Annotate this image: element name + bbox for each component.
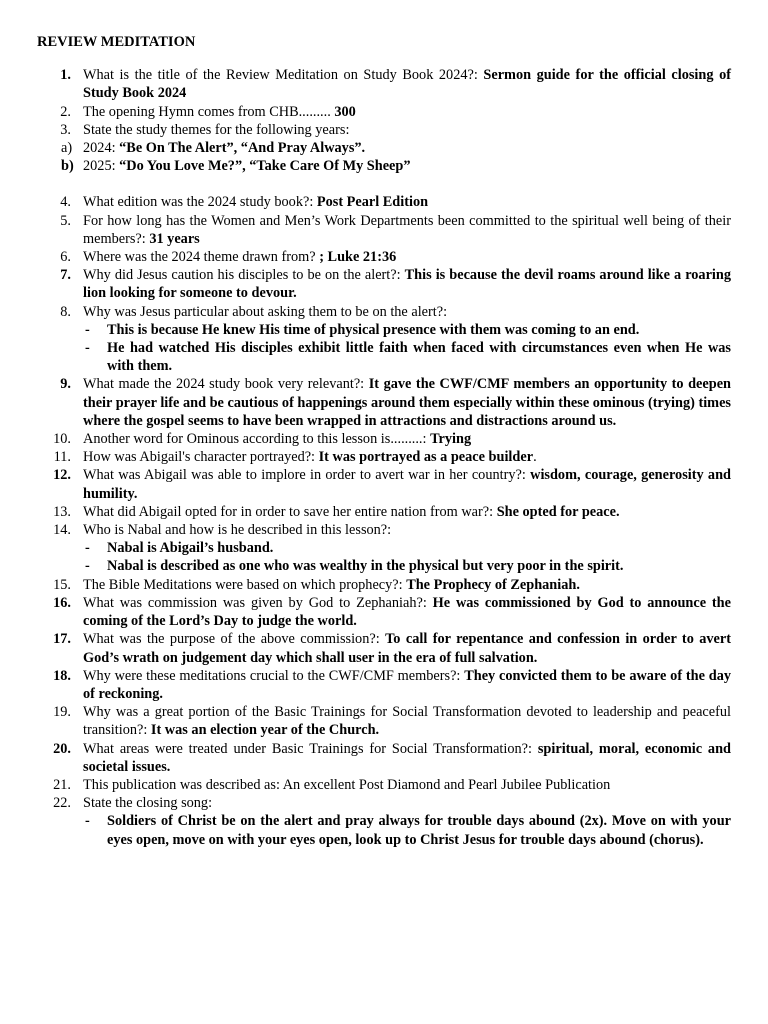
question-text: What edition was the 2024 study book?: — [83, 194, 317, 211]
question-number: 9. — [60, 376, 71, 393]
theme-text: “Be On The Alert”, “And Pray Always”. — [119, 140, 366, 157]
bullet-text: This is because He knew His time of physical presence with them was coming to an end. — [107, 321, 640, 338]
bullet-text: He had watched His disciples exhibit little faith when faced with circumstances even when He was with them. — [107, 340, 731, 375]
bullet-list — [83, 539, 731, 575]
question-4 — [37, 193, 731, 211]
question-text: State the study themes for the following years: — [83, 121, 350, 138]
theme-text: “Do You Love Me?”, “Take Care Of My Sheep” — [119, 158, 411, 175]
bullet-item — [83, 557, 731, 575]
question-21 — [37, 776, 731, 794]
bullet-list — [83, 321, 731, 376]
question-text: What did Abigail opted for in order to save her entire nation from war?: — [83, 503, 497, 520]
question-text: The Bible Meditations were based on which prophecy?: — [83, 576, 407, 593]
question-20 — [37, 740, 731, 776]
bullet-dash: - — [85, 813, 90, 830]
question-text: What made the 2024 study book very relevant?: — [83, 376, 369, 393]
question-text: What areas were treated under Basic Trainings for Social Transformation?: — [83, 740, 538, 757]
bullet-dash: - — [85, 321, 90, 338]
question-number: 2. — [60, 103, 71, 120]
question-number: 11. — [53, 449, 71, 466]
question-list — [37, 66, 731, 849]
question-number: 4. — [60, 194, 71, 211]
question-11 — [37, 448, 731, 466]
question-1 — [37, 66, 731, 102]
question-text: Why did Jesus caution his disciples to be on the alert?: — [83, 267, 405, 284]
question-number: 16. — [53, 594, 71, 611]
answer-text: 31 years — [149, 230, 200, 247]
question-19 — [37, 703, 731, 739]
answer-text: It gave the CWF/CMF members an opportunity to deepen their prayer life and be cautious of happenings around them especially within these ominous (trying) times where the gospel seems to have been wrapped in attractions and distractions around us. — [83, 376, 731, 429]
bullet-text: Soldiers of Christ be on the alert and pray always for trouble days abound (2x). Move on with your eyes open, move on with your eyes open, look up to Christ Jesus for trouble days abound (chorus). — [107, 813, 731, 848]
bullet-item — [83, 339, 731, 375]
answer-text: This is because the devil roams around like a roaring lion looking for someone to devour. — [83, 267, 731, 302]
question-9 — [37, 375, 731, 430]
question-22 — [37, 794, 731, 849]
theme-item — [37, 139, 731, 157]
item-letter: a) — [61, 140, 73, 157]
answer-text: Sermon guide for the official closing of Study Book 2024 — [83, 67, 731, 102]
bullet-dash: - — [85, 540, 90, 557]
answer-text: It was an election year of the Church. — [150, 722, 380, 739]
question-number: 5. — [60, 212, 71, 229]
question-text: Who is Nabal and how is he described in this lesson?: — [83, 522, 392, 539]
question-number: 17. — [53, 631, 71, 648]
question-text: Why were these meditations crucial to the CWF/CMF members?: — [83, 667, 465, 684]
question-number: 10. — [53, 431, 71, 448]
question-number: 22. — [53, 795, 71, 812]
theme-list — [37, 139, 731, 175]
bullet-item — [83, 539, 731, 557]
question-number: 14. — [53, 522, 71, 539]
question-6 — [37, 248, 731, 266]
theme-year: 2024: — [83, 140, 120, 157]
question-text: What was commission was given by God to Zephaniah?: — [83, 594, 433, 611]
question-text: How was Abigail's character portrayed?: — [83, 449, 319, 466]
trailing-period: . — [533, 449, 537, 466]
blank-line — [37, 175, 731, 193]
question-text: State the closing song: — [83, 795, 213, 812]
question-text: Where was the 2024 theme drawn from? — [83, 249, 320, 266]
question-16 — [37, 594, 731, 630]
question-7 — [37, 266, 731, 302]
question-text: The opening Hymn comes from CHB......... — [83, 103, 335, 120]
question-text: What was Abigail was able to implore in order to avert war in her country?: — [83, 467, 531, 484]
question-number: 13. — [53, 503, 71, 520]
question-number: 21. — [53, 776, 71, 793]
answer-text: Post Pearl Edition — [316, 194, 429, 211]
bullet-dash: - — [85, 340, 90, 357]
answer-text: wisdom, courage, generosity and humility. — [83, 467, 731, 502]
question-13 — [37, 503, 731, 521]
answer-text: To call for repentance and confession in order to avert God’s wrath on judgement day which shall user in the era of full salvation. — [83, 631, 731, 666]
answer-text: The Prophecy of Zephaniah. — [406, 576, 580, 593]
question-number: 8. — [60, 303, 71, 320]
question-10 — [37, 430, 731, 448]
answer-text: ; Luke 21:36 — [319, 249, 397, 266]
question-text: Another word for Ominous according to this lesson is.........: — [83, 431, 431, 448]
question-text: What was the purpose of the above commission?: — [83, 631, 386, 648]
answer-text: It was portrayed as a peace builder — [318, 449, 534, 466]
bullet-item — [83, 321, 731, 339]
question-3 — [37, 121, 731, 176]
question-text: What is the title of the Review Meditation on Study Book 2024?: — [83, 67, 484, 84]
question-number: 18. — [53, 667, 71, 684]
answer-text: He was commissioned by God to announce the coming of the Lord’s Day to judge the world. — [83, 594, 731, 630]
question-text: This publication was described as: An excellent Post Diamond and Pearl Jubilee Publication — [83, 776, 611, 793]
question-12 — [37, 466, 731, 502]
bullet-list — [83, 812, 731, 848]
bullet-text: Nabal is described as one who was wealthy in the physical but very poor in the spirit. — [107, 558, 624, 575]
answer-text: She opted for peace. — [496, 503, 620, 520]
theme-year: 2025: — [83, 158, 120, 175]
answer-text: 300 — [334, 103, 356, 120]
question-number: 1. — [60, 67, 71, 84]
question-number: 6. — [60, 249, 71, 266]
question-text: For how long has the Women and Men’s Work Departments been committed to the spiritual well being of their members?: — [83, 212, 731, 247]
answer-text: Trying — [430, 431, 472, 448]
question-18 — [37, 667, 731, 703]
question-2 — [37, 103, 731, 121]
question-number: 12. — [53, 467, 71, 484]
question-number: 19. — [53, 704, 71, 721]
question-8 — [37, 303, 731, 376]
question-17 — [37, 630, 731, 666]
page-title: REVIEW MEDITATION — [37, 34, 196, 50]
answer-text: spiritual, moral, economic and societal issues. — [83, 740, 731, 775]
question-number: 3. — [60, 121, 71, 138]
question-14 — [37, 521, 731, 576]
question-number: 7. — [60, 267, 71, 284]
bullet-item — [83, 812, 731, 848]
question-text: Why was a great portion of the Basic Trainings for Social Transformation devoted to leadership and peaceful transition?: — [83, 704, 731, 739]
question-15 — [37, 576, 731, 594]
question-number: 15. — [53, 576, 71, 593]
bullet-text: Nabal is Abigail’s husband. — [107, 540, 274, 557]
question-5 — [37, 212, 731, 248]
item-letter: b) — [61, 158, 74, 175]
question-number: 20. — [53, 740, 71, 757]
question-text: Why was Jesus particular about asking them to be on the alert?: — [83, 303, 448, 320]
answer-text: They convicted them to be aware of the day of reckoning. — [83, 667, 731, 702]
theme-item — [37, 157, 731, 175]
bullet-dash: - — [85, 558, 90, 575]
